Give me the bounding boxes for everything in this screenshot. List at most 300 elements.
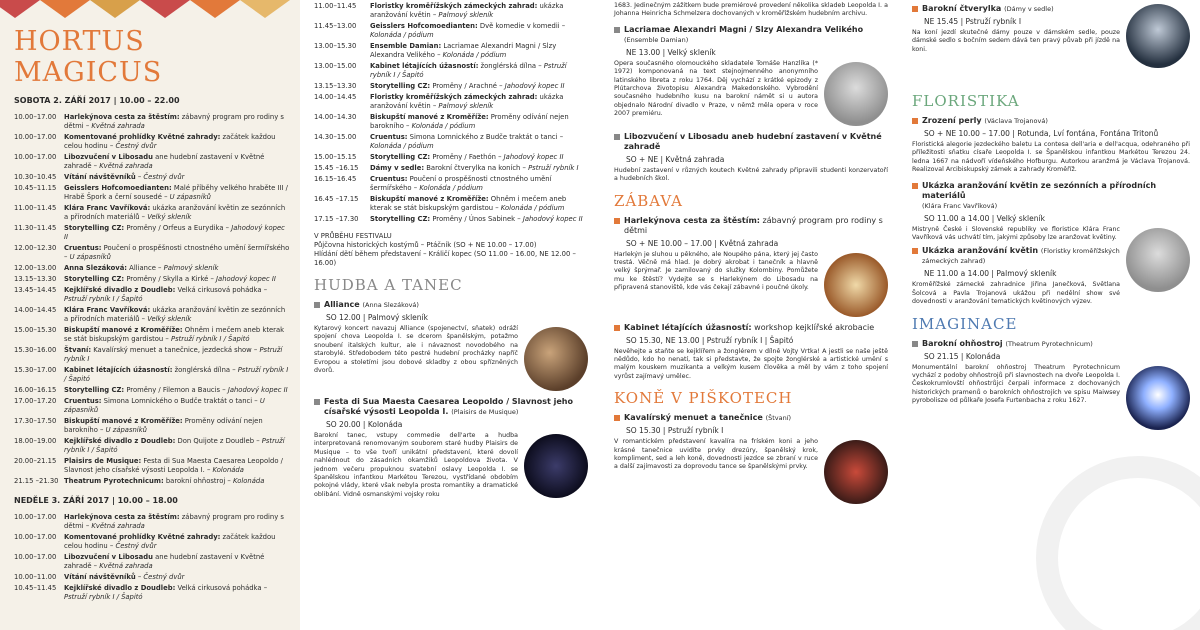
program: začátek každou celou hodinu –: [64, 533, 276, 550]
venue: Pstruží rybník I / Šapitó: [168, 335, 250, 343]
schedule-time: 10.30–10.45: [14, 173, 57, 181]
schedule-row: [14, 397, 290, 415]
performer: Storytelling CZ:: [370, 82, 431, 90]
schedule-row: [14, 346, 290, 364]
event-description: Monumentální barokní ohňostroj Theatrum Pyrotechnicum vychází z podoby ohňostrojů při slavnostech na dvoře Leopolda I. Českokrumlovští ohňostrůjci čerpali informace z dochovaných historických pramenů o barokních ohňostrojích ve spisu Maiwsey pyrobolisze od půlkaře Josefa Furtenbacha z roku 1627.: [912, 363, 1120, 405]
schedule-text: [370, 93, 588, 111]
program: ukázka aranžování květin –: [370, 93, 564, 110]
venue: Jahodový kopec II: [64, 224, 285, 241]
schedule-text: [64, 437, 290, 455]
schedule-text: [64, 184, 290, 202]
schedule-time: 15.30–17.00: [14, 366, 57, 374]
program: ukázka aranžování květin –: [370, 2, 564, 19]
bullet-icon: [614, 415, 620, 421]
performer: Kejklířské divadlo z Doudleb:: [64, 286, 176, 294]
schedule-time: 13.15–13.30: [314, 82, 357, 90]
venue: Kolonáda / pódium: [417, 184, 483, 192]
schedule-time: 21.15 –21.30: [14, 477, 59, 485]
sunday-schedule-list: [14, 513, 290, 602]
program: Alliance –: [127, 264, 162, 272]
venue: Čestný dvůr: [113, 142, 157, 150]
program: Proměny odívání nejen barokního –: [64, 417, 263, 434]
schedule-time: 10.00–17.00: [14, 553, 57, 561]
event-description: Kytarový koncert navazuj Alliance (spojenectví, sňatek) odráží spojení chova Leopolda I. se dcerom španělským, potažmo snoubení italských kultur, ale i návaznost novodobého na starobylé. Středobodem této pestré hudební procházky napříč Evropou a stoletími jsou dobové skladby z obou spřízněných dvorů.: [314, 325, 518, 375]
venue: Palmový skleník: [436, 102, 494, 110]
event-meta: NE 15.45 | Pstruží rybník I: [924, 17, 1022, 26]
event-title: Lacriamae Alexandri Magni / Slzy Alexandra Velikého (Ensemble Damian): [614, 25, 888, 45]
bullet-icon: [912, 248, 918, 254]
venue: Pstruží rybník I / Šapitó: [64, 437, 285, 454]
festival-info: [314, 232, 588, 268]
schedule-row: [14, 533, 290, 551]
schedule-text: [64, 326, 290, 344]
program: Proměny / Filemon a Baucis –: [124, 386, 226, 394]
harlequin-photo: [824, 253, 888, 317]
venue: Jahodový kopec II: [501, 153, 564, 161]
section-heading-kone: KONĚ V PIŠKOTECH: [614, 389, 793, 408]
program: Proměny / Orfeus a Eurydika –: [124, 224, 230, 232]
schedule-text: [64, 533, 290, 551]
schedule-time: 12.00–13.00: [14, 264, 57, 272]
schedule-text: [64, 113, 290, 131]
bullet-icon: [912, 341, 918, 347]
schedule-text: [64, 133, 290, 151]
event-description: Kroměřížské zámecké zahradnice Jiřina Janečková, Světlana Šolcová a Pavla Trojanová ukážou při nedělní show své dovednosti v aranžování tematických květinových výzev.: [912, 281, 1120, 306]
performer: Kabinet létajících úžasností:: [370, 62, 479, 70]
program: zábavný program pro rodiny s dětmi –: [64, 513, 284, 530]
schedule-time: 13.00–15.30: [314, 42, 357, 50]
event-description: Harlekýn je sluhou u pěkného, ale Noupého pána, který jej často trestá. Věčně má hlad. Je dobrý akrobat i tanečník a hlavně velký šprýmař. Je zamilovaný do služky Kolombiny. Pomůžete mu ke štěstí? Vydejte se s Harlekýnem do Libosadu na připravená stanoviště, kde vás čekají zábavné i poučné úkoly.: [614, 250, 818, 292]
schedule-text: [64, 204, 290, 222]
venue: Jahodový kopec II: [520, 215, 583, 223]
schedule-text: [64, 275, 290, 284]
schedule-time: 16.45 –17.15: [314, 195, 359, 203]
section-heading-zabava: ZÁBAVA: [614, 191, 684, 210]
schedule-text: [64, 244, 290, 262]
venue: Palmový skleník: [161, 264, 219, 272]
bullet-icon: [614, 27, 620, 33]
schedule-row: [14, 184, 290, 202]
schedule-row: [14, 204, 290, 222]
performer: Štvaní:: [64, 346, 92, 354]
schedule-row: [314, 62, 588, 80]
event-title: Kabinet létajících úžasností: workshop kejklířské akrobacie: [614, 323, 888, 333]
venue: Palmový skleník: [436, 11, 494, 19]
schedule-time: 10.45–11.45: [14, 584, 57, 592]
schedule-time: 15.00–15.15: [314, 153, 357, 161]
schedule-text: [64, 553, 290, 571]
schedule-time: 13.00–15.00: [314, 62, 357, 70]
event-title: Ukázka aranžování květin (Floristky kroměřížských zámeckých zahrad): [912, 246, 1120, 266]
schedule-row: [14, 113, 290, 131]
schedule-row: [14, 553, 290, 571]
event-description: Mistryně České i Slovenské republiky ve floristice Klára Franc Vavříková vás uchvátí tím, jakými způsoby lze aranžovat květiny.: [912, 225, 1120, 242]
schedule-row: [14, 417, 290, 435]
event-description: Nevěhejte a staňte se kejklířem a žonglérem v dílně Vojty Vrtka! A jestli se naše ještě nědůdo, kdo ho nenatí, tak si představte, že spojte žonglérské a artistické umění s malým kouskem muzikanta a velkým kusem člověka a měl by vám z toho spojení vyrůst zajímavý umělec.: [614, 347, 888, 380]
performer: Cruentus:: [370, 133, 408, 141]
bullet-icon: [314, 399, 320, 405]
performer: Komentované prohlídky Květné zahrady:: [64, 533, 221, 541]
day-heading-saturday: SOBOTA 2. ZÁŘÍ 2017 | 10.00 – 22.00: [14, 96, 180, 105]
program: –: [135, 173, 142, 181]
bullet-icon: [912, 183, 918, 189]
venue: Kolonáda: [210, 466, 244, 474]
decorative-swirl: [1036, 456, 1200, 630]
program: začátek každou celou hodinu –: [64, 133, 276, 150]
dancer-photo: [824, 440, 888, 504]
venue: Květná zahrada: [97, 162, 153, 170]
program: Poučení o prospěšnosti ctnostného umění šermířského –: [64, 244, 290, 261]
event-description: Hudební zastavení v různých koutech Květné zahrady připravili studenti konzervatoří a hudebních škol.: [614, 166, 888, 183]
schedule-text: [64, 477, 290, 486]
event-meta: SO 15.30 | Pstruží rybník I: [626, 426, 724, 436]
program: Proměny / Únos Sabinek –: [430, 215, 521, 223]
program: Velká cirkusová pohádka –: [175, 286, 268, 294]
event-description: Barokní tanec, vstupy commedie dell'arte a hudba interpretovaná renomovaným souborem staré hudby Plaisirs de Musique – to vše tvoří unikátní představení, které dovolí nahlédnout do zásadních okamžiků Leopoldova života. V jednom večeru propuknou svatební oslavy Leopolda I. se španělskou infantkou Markétou Terezou, vystřídané obdobím pokojné vlády, které však nebyla prosta romantiky a dramatické oblibání. Vidně osmanskými vojsky roku: [314, 432, 518, 498]
event-title: Alliance (Anna Slezáková): [314, 300, 588, 310]
performer: Vítání návštěvníků: [64, 173, 136, 181]
schedule-time: 13.45–14.45: [14, 286, 57, 294]
schedule-time: 10.00–11.00: [14, 573, 57, 581]
performer: Floristky kroměřížských zámeckých zahrad:: [370, 93, 538, 101]
schedule-row: [314, 133, 588, 151]
saturday-schedule-list: [14, 113, 290, 486]
program: Proměny odívání nejen barokního –: [370, 113, 569, 130]
schedule-time: 14.00–14.30: [314, 113, 357, 121]
program: Ohněm i mečem aneb kterak se stát biskupským gardistou –: [64, 326, 285, 343]
schedule-time: 18.00–19.00: [14, 437, 57, 445]
performer: Anna Slezáková:: [64, 264, 128, 272]
program: Velká cirkusová pohádka –: [175, 584, 268, 592]
venue: Čestný dvůr: [141, 573, 185, 581]
program: Festa di Sua Maesta Caesarea Leopoldo / Slavnost jeho císařské výsosti Leopolda I. –: [64, 457, 283, 474]
schedule-time: 11.45–13.00: [314, 22, 357, 30]
schedule-row: [14, 386, 290, 395]
bullet-icon: [614, 218, 620, 224]
program: ukázka aranžování květin ze sezónních a přírodních materiálů –: [64, 306, 286, 323]
event-meta: SO 20.00 | Kolonáda: [326, 420, 403, 429]
schedule-row: [14, 477, 290, 486]
venue: Kolonáda / pódium: [409, 122, 476, 130]
musician-photo: [524, 327, 588, 391]
florist-photo: [1126, 228, 1190, 292]
schedule-row: [314, 195, 588, 213]
schedule-text: [64, 397, 290, 415]
schedule-time: 10.00–17.00: [14, 513, 57, 521]
schedule-text: [370, 22, 588, 40]
venue: Jahodový kopec II: [502, 82, 565, 90]
program: Barokní čtverylka na koních –: [424, 164, 526, 172]
performer: Kejklířské divadlo z Doudleb:: [64, 584, 176, 592]
schedule-row: [14, 457, 290, 475]
horse-rider-photo: [1126, 4, 1190, 68]
schedule-time: 12.00–12.30: [14, 244, 57, 252]
schedule-column: [0, 0, 300, 630]
program: Malé příběhy velkého hraběte III / Hrabě Špork a černí sousedé –: [64, 184, 288, 201]
schedule-time: 10.00–17.00: [14, 113, 57, 121]
bullet-icon: [614, 325, 620, 331]
schedule-row: [14, 584, 290, 602]
schedule-time: 11.00–11.45: [314, 2, 357, 10]
venue: Kolonáda / pódium: [498, 204, 565, 212]
schedule-text: [64, 306, 290, 324]
schedule-text: [370, 164, 588, 173]
performer: Harlekýnova cesta za štěstím:: [64, 513, 180, 521]
program: žonglérská dílna –: [172, 366, 236, 374]
event-title: Barokní ohňostroj (Theatrum Pyrotechnicum): [912, 339, 1190, 349]
performer: Kejklířské divadlo z Doudleb:: [64, 437, 176, 445]
schedule-row: [314, 113, 588, 131]
event-meta: NE 11.00 a 14.00 | Palmový skleník: [924, 269, 1057, 279]
schedule-text: [370, 2, 588, 20]
performer: Storytelling CZ:: [64, 224, 125, 232]
performer: Storytelling CZ:: [64, 275, 125, 283]
schedule-time: 17.15 –17.30: [314, 215, 359, 223]
schedule-row: [14, 286, 290, 304]
schedule-time: 10.45–11.15: [14, 184, 57, 192]
schedule-text: [64, 584, 290, 602]
program: Poučení o prospěšnosti ctnostného umění šermířského –: [370, 175, 552, 192]
schedule-continued-column: [300, 0, 600, 630]
sunday-schedule-continued: [314, 2, 588, 224]
event-title: Festa di Sua Maesta Caesarea Leopoldo / Slavnost jeho císařské výsosti Leopolda I. (Plaisirs de Musique): [314, 397, 588, 417]
schedule-time: 14.30–15.00: [314, 133, 357, 141]
event-title: Barokní čtverylka (Dámy v sedle): [912, 4, 1120, 14]
schedule-time: 16.00–16.15: [14, 386, 57, 394]
opera-photo: [824, 62, 888, 126]
venue: Pstruží rybník I / Šapitó: [64, 295, 143, 303]
schedule-row: [314, 153, 588, 162]
program: Don Quijote z Doudleb –: [175, 437, 260, 445]
schedule-row: [14, 224, 290, 242]
performer: Dámy v sedle:: [370, 164, 425, 172]
events-column: [600, 0, 900, 630]
performer: Cruentus:: [370, 175, 408, 183]
schedule-text: [64, 573, 290, 582]
schedule-text: [370, 153, 588, 162]
event-description: Na koní jezdí skutečné dámy pouze v dámském sedle, pouze dámské sedlo s bočním sedem dává ten pravý půvab při jízdě na koni.: [912, 29, 1120, 53]
section-heading-hudba: HUDBA A TANEC: [314, 276, 463, 294]
venue: Pstruží rybník I: [64, 346, 283, 363]
schedule-time: 10.00–17.00: [14, 133, 57, 141]
program: žonglérská dílna –: [478, 62, 542, 70]
event-meta: SO + NE 10.00 – 17.00 | Rotunda, Lví fontána, Fontána Tritonů: [924, 129, 1159, 138]
bullet-icon: [314, 302, 320, 308]
venue: Jahodový kopec II: [225, 386, 288, 394]
schedule-row: [14, 133, 290, 151]
schedule-time: 15.30–16.00: [14, 346, 57, 354]
schedule-time: 11.00–11.45: [14, 204, 57, 212]
event-meta: SO + NE | Květná zahrada: [626, 154, 725, 164]
performer: Biskupští manové z Kroměříže:: [64, 417, 183, 425]
schedule-time: 14.00–14.45: [14, 306, 57, 314]
schedule-text: [64, 224, 290, 242]
venue: Kolonáda / pódium: [370, 142, 434, 150]
program: Proměny / Faethón –: [430, 153, 502, 161]
program: ukázka aranžování květin ze sezónních a přírodních materiálů –: [64, 204, 286, 221]
section-heading-floristika: FLORISTIKA: [912, 92, 1020, 110]
venue: U zápasníků: [67, 253, 111, 261]
event-description: V romantickém představení kavalíra na fríském koni a jeho krásné tanečnice uvidíte prvky drezúry, španělský krok, kompliment, sed a leh koně, dovednosti jezdce se zbraní v ruce a další zajímavosti za doprovodu tance se španělskými prvky.: [614, 438, 818, 471]
schedule-time: 16.15–16.45: [314, 175, 357, 183]
performer: Storytelling CZ:: [64, 386, 125, 394]
schedule-time: 17.00–17.20: [14, 397, 57, 405]
venue: Jahodový kopec II: [213, 275, 276, 283]
schedule-row: [14, 366, 290, 384]
schedule-row: [314, 82, 588, 91]
performer: Cruentus:: [64, 397, 102, 405]
event-meta: SO 12.00 | Palmový skleník: [326, 313, 428, 322]
section-heading-imaginace: IMAGINACE: [912, 314, 1018, 333]
performer: Kabinet létajících úžasností:: [64, 366, 173, 374]
program: –: [135, 573, 142, 581]
schedule-text: [64, 366, 290, 384]
schedule-text: [370, 62, 588, 80]
schedule-time: 11.30–11.45: [14, 224, 57, 232]
event-description: 1683. Jedinečným zážitkem bude premiérové provedení několika skladeb Leopolda I. a Johanna Heinricha Schmelzera dochovaných v kroměřížském hudebním archivu.: [614, 2, 888, 18]
schedule-time: 10.00–17.00: [14, 533, 57, 541]
performer: Libozvučení v Libosadu: [64, 553, 153, 561]
schedule-text: [370, 195, 588, 213]
venue: Velký skleník: [145, 213, 192, 221]
performer: Biskupští manové z Kroměříže:: [64, 326, 183, 334]
schedule-row: [314, 42, 588, 60]
schedule-row: [14, 244, 290, 262]
schedule-text: [64, 417, 290, 435]
performer: Biskupští manové z Kroměříže:: [370, 195, 489, 203]
event-title: Harlekýnova cesta za štěstím: zábavný program pro rodiny s dětmi: [614, 216, 888, 236]
day-heading-sunday: NEDĚLE 3. ZÁŘÍ 2017 | 10.00 – 18.00: [14, 496, 178, 505]
schedule-time: 20.00–21.15: [14, 457, 57, 465]
decorative-triangles: [0, 0, 300, 18]
schedule-row: [314, 22, 588, 40]
venue: U zápasníků: [64, 397, 265, 414]
schedule-text: [370, 113, 588, 131]
schedule-text: [64, 457, 290, 475]
program: zábavný program pro rodiny s dětmi –: [64, 113, 284, 130]
event-title: Ukázka aranžování květin ze sezónních a přírodních materiálů (Klára Franc Vavříková): [912, 181, 1190, 211]
event-description: Floristická alegorie jezdeckého baletu La contesa dell'aria e dell'acqua, odehraného při příležitosti sňatku císaře Leopolda I. se Španělskou infantkou Markétou Terezou 24. ledna 1667 na nádvoří vídeňského Hofburgu. Autorkou aranžmá je Václava Trojanová. Realizoval Arcibiskupský zámek a zahrady Kroměříž.: [912, 141, 1190, 174]
performer: Theatrum Pyrotechnicum:: [64, 477, 164, 485]
performer: Komentované prohlídky Květné zahrady:: [64, 133, 221, 141]
schedule-row: [14, 173, 290, 182]
schedule-row: [314, 215, 588, 224]
schedule-time: 17.30–17.50: [14, 417, 57, 425]
schedule-row: [14, 326, 290, 344]
venue: U zápasníků: [167, 193, 211, 201]
schedule-text: [370, 42, 588, 60]
program: Lacriamae Alexandri Magni / Slzy Alexandra Velikého –: [370, 42, 557, 59]
fireworks-photo: [1126, 366, 1190, 430]
program: Proměny / Skylla a Kirké –: [124, 275, 214, 283]
event-title: Libozvučení v Libosadu aneb hudební zastavení v Květné zahradě: [614, 132, 888, 152]
schedule-row: [14, 513, 290, 531]
venue: Čestný dvůr: [113, 542, 157, 550]
page-title: HORTUS MAGICUS: [14, 26, 163, 88]
event-meta: SO 15.30, NE 13.00 | Pstruží rybník I | Šapitó: [626, 335, 794, 345]
performer: Vítání návštěvníků: [64, 573, 136, 581]
event-title: Kavalírský menuet a tanečnice (Štvaní): [614, 413, 888, 423]
program: Simona Lomnického z Budče traktát o tanci –: [407, 133, 564, 141]
schedule-row: [314, 164, 588, 173]
schedule-row: [14, 153, 290, 171]
schedule-row: [314, 175, 588, 193]
venue: Pstruží rybník I / Šapitó: [64, 593, 143, 601]
program: barokní ohňostroj –: [163, 477, 231, 485]
performer: Plaisirs de Musique:: [64, 457, 142, 465]
events-column-right: [900, 0, 1200, 630]
concert-photo: [524, 434, 588, 498]
bullet-icon: [614, 134, 620, 140]
bullet-icon: [912, 6, 918, 12]
schedule-text: [370, 215, 588, 224]
program: Ohněm i mečem aneb kterak se stát biskupským gardistou –: [370, 195, 567, 212]
performer: Ensemble Damian:: [370, 42, 442, 50]
event-meta: SO 21.15 | Kolonáda: [924, 351, 1001, 361]
event-meta: SO 11.00 a 14.00 | Velký skleník: [924, 213, 1045, 223]
schedule-text: [64, 513, 290, 531]
venue: Pstruží rybník I / Šapitó: [370, 62, 567, 79]
performer: Cruentus:: [64, 244, 102, 252]
venue: U zápasníků: [103, 426, 147, 434]
schedule-text: [64, 286, 290, 304]
performer: Klára Franc Vavříková:: [64, 306, 151, 314]
performer: Libozvučení v Libosadu: [64, 153, 153, 161]
performer: Biskupští manové z Kroměříže:: [370, 113, 489, 121]
schedule-row: [14, 306, 290, 324]
schedule-time: 13.15–13.30: [14, 275, 57, 283]
program: Dvě komedie v komedii –: [477, 22, 566, 30]
schedule-text: [370, 82, 588, 91]
venue: Velký skleník: [145, 315, 192, 323]
schedule-text: [370, 133, 588, 151]
performer: Floristky kroměřížských zámeckých zahrad:: [370, 2, 538, 10]
schedule-text: [64, 386, 290, 395]
festival-info-line: Hlídání dětí během představení – Králičí kopec (SO 11.00 – 16.00, NE 12.00 – 16.00): [314, 250, 576, 267]
venue: Květná zahrada: [97, 562, 153, 570]
venue: Kolonáda / pódium: [440, 51, 507, 59]
festival-info-title: V PRŮBĚHU FESTIVALU: [314, 232, 392, 240]
schedule-time: 15.00–15.30: [14, 326, 57, 334]
schedule-text: [64, 346, 290, 364]
schedule-row: [14, 573, 290, 582]
program: ane hudební zastavení v Květné zahradě –: [64, 153, 265, 170]
performer: Storytelling CZ:: [370, 153, 431, 161]
venue: Kolonáda / pódium: [370, 31, 434, 39]
program: Kavalírský menuet a tanečnice, jezdecká show –: [91, 346, 258, 354]
schedule-text: [64, 264, 290, 273]
event-meta: SO + NE 10.00 – 17.00 | Květná zahrada: [626, 238, 779, 248]
schedule-row: [314, 2, 588, 20]
schedule-text: [370, 175, 588, 193]
schedule-text: [64, 173, 290, 182]
schedule-time: 10.00–17.00: [14, 153, 57, 161]
performer: Geisslers Hofcomoedianten:: [370, 22, 478, 30]
schedule-row: [14, 275, 290, 284]
bullet-icon: [912, 118, 918, 124]
venue: Pstruží rybník I / Šapitó: [64, 366, 289, 383]
schedule-text: [64, 153, 290, 171]
program: Proměny / Arachné –: [430, 82, 503, 90]
performer: Harlekýnova cesta za štěstím:: [64, 113, 180, 121]
venue: Květná zahrada: [89, 122, 145, 130]
venue: Kolonáda: [230, 477, 265, 485]
schedule-time: 15.45 –16.15: [314, 164, 359, 172]
event-title: Zrození perly (Václava Trojanová): [912, 116, 1190, 126]
schedule-row: [14, 437, 290, 455]
event-description: Opera současného olomouckého skladatele Tomáše Hanzlíka (* 1972) komponovaná na text stejnojmenného anonymního latinského libreta z roku 1764. Děj vychází z krátké epizody z Plútarchova životopisu Alexandra Makedonského. Vybrodění současného hudebního kusu na barokní námět si u autora objednalo Národní divadlo v Praze, v němž měla opera v roce 2007 premiéru.: [614, 59, 818, 118]
schedule-row: [314, 93, 588, 111]
